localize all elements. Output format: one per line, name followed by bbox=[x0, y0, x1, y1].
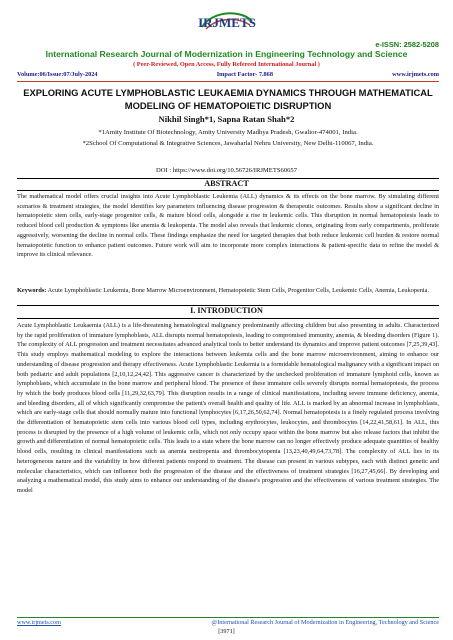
introduction-text: Acute Lymphoblastic Leukaemia (ALL) is a life-threatening hematological malignancy predominantly affecting children but also presenting in adults. Characterized by the rapid proliferation of immature lymphoblasts, ALL disrupts normal hematopoiesis, leading to compromised immunity, anemia, & bleeding disorders (Figure 1). The complexity of ALL progression and treatment necessitates advanced analytical tools to better understand its dynamics and improve patient outcomes [7,25,39,43]. This study employs mathematical modeling to explore the interactions between leukemia cells and the bone marrow microenvironment, aiming to enhance our understanding of disease progression and therapy effectiveness. Acute Lymphoblastic Leukemia is a formidable hematological malignancy with a significant impact on both pediatric and adult populations [2,10,12,24,42]. This aggressive cancer is characterized by the unchecked proliferation of immature lymphoid cells, known as lymphoblasts, which accumulate in the bone marrow and peripheral blood. The presence of these immature cells severely disrupts normal hematopoiesis, the process by which the body produces blood cells [11,29,32,63,79]. This disruption results in a range of clinical manifestations, including severe immune deficiency, anemia, and bleeding disorders, all of which significantly compromise the patient's overall health and quality of life. ALL is marked by an abnormal increase in lymphoblasts, which are early-stage cells that should normally mature into functional lymphocytes [6,17,26,50,62,74]. Normal hematopoiesis is a finely regulated process involving the differentiation of hematopoietic stem cells into various blood cell types, including erythrocytes, leukocytes, and thrombocytes [14,22,41,58,61]. In ALL, this process is disrupted by the presence of a high volume of leukemic cells, which not only occupy space within the bone marrow but also release factors that inhibit the growth and differentiation of normal hematopoietic cells. This leads to a state where the bone marrow can no longer effectively produce adequate quantities of healthy blood cells, resulting in clinical manifestations such as anemia neutropenia and thrombocytopenia [13,23,40,49,64,73,78]. The complexity of ALL lies in its heterogeneous nature and the variability in how different patients respond to treatment. The disease can present in various subtypes, each with distinct genetic and molecular characteristics, which can influence both the progression of the disease and the effectiveness of treatment strategies [16,27,45,66]. By developing and analyzing a mathematical model, this study aims to enhance our understanding of the disease's progression and the effectiveness of various treatment strategies. The model bbox=[17, 322, 439, 494]
paper-title: EXPLORING ACUTE LYMPHOBLASTIC LEUKAEMIA DYNAMICS THROUGH MATHEMATICAL MODELING OF HEMATOPOIETIC DISRUPTION bbox=[23, 87, 433, 111]
affiliation-1: *1Amity Institute Of Biotechnology, Amity University Madhya Pradesh, Gwalior-474001, India. bbox=[98, 129, 358, 136]
page-number: [3971] bbox=[218, 628, 235, 635]
header-divider bbox=[17, 81, 439, 82]
paper-doi[interactable]: DOI : https://www.doi.org/10.56726/IRJMETS60657 bbox=[155, 167, 298, 174]
journal-subtitle: ( Peer-Reviewed, Open Access, Fully Refereed International Journal ) bbox=[133, 61, 320, 68]
intro-rule-bottom bbox=[17, 318, 439, 319]
keywords bbox=[17, 286, 439, 296]
abstract-text: The mathematical model offers crucial insights into Acute Lymphoblastic Leukemia (ALL) dynamics & its effects on the bone marrow. By simulating different scenarios & treatment strategies, the model identifies key parameters influencing disease progression & therapeutic outcomes. Results show a significant decline in hematopoietic stem cells, early-stage progenitor cells, & mature blood cells, alongside a rise in leukemic cells. This disruption in normal hematopoiesis leads to reduced blood cell production & symptoms like anemia & leukopenia. The model also reveals that leukemic clones, originating from early compartments, proliferate aggressively, worsening the decline in normal cells. These findings emphasize the need for targeted therapies that both reduce leukemic cell burden & restore normal hematopoietic function to enhance patient outcomes. Future work will aim to incorporate more complex interactions & patient-specific data to refine the model & improve its clinical relevance. bbox=[17, 193, 439, 259]
journal-name: International Research Journal of Modernization in Engineering Technology and Science bbox=[45, 49, 408, 59]
keywords-label: Keywords: bbox=[17, 287, 47, 294]
footer-divider bbox=[17, 617, 439, 618]
svg-text:IRJMETS: IRJMETS bbox=[198, 15, 256, 30]
journal-meta-row bbox=[17, 71, 439, 78]
footer-copyright: @International Research Journal of Modernization in Engineering, Technology and Science bbox=[211, 619, 439, 626]
abstract-heading: ABSTRACT bbox=[204, 179, 249, 188]
issn: e-ISSN: 2582-5208 bbox=[375, 40, 439, 49]
keywords-text: Acute Lymphoblastic Leukemia, Bone Marrow Microenvironment, Hematopoietic Stem Cells, Progenitor Cells, Leukemic Cells, Anemia, Leukopenia. bbox=[47, 287, 430, 294]
introduction-heading: I. INTRODUCTION bbox=[190, 306, 263, 315]
impact-factor: Impact Factor- 7.868 bbox=[216, 71, 273, 78]
paper-authors: Nikhil Singh*1, Sapna Ratan Shah*2 bbox=[158, 114, 295, 124]
volume-issue: Volume:06/Issue:07/July-2024 bbox=[17, 71, 98, 78]
affiliation-2: *2School Of Computational & Integrative Sciences, Jawaharlal Nehru University, New Delhi-110067, India. bbox=[82, 140, 374, 147]
footer-website[interactable]: www.irjmets.com bbox=[17, 619, 61, 626]
abstract-rule-bottom bbox=[17, 190, 439, 191]
journal-logo bbox=[192, 5, 262, 37]
journal-website[interactable]: www.irjmets.com bbox=[392, 71, 439, 78]
